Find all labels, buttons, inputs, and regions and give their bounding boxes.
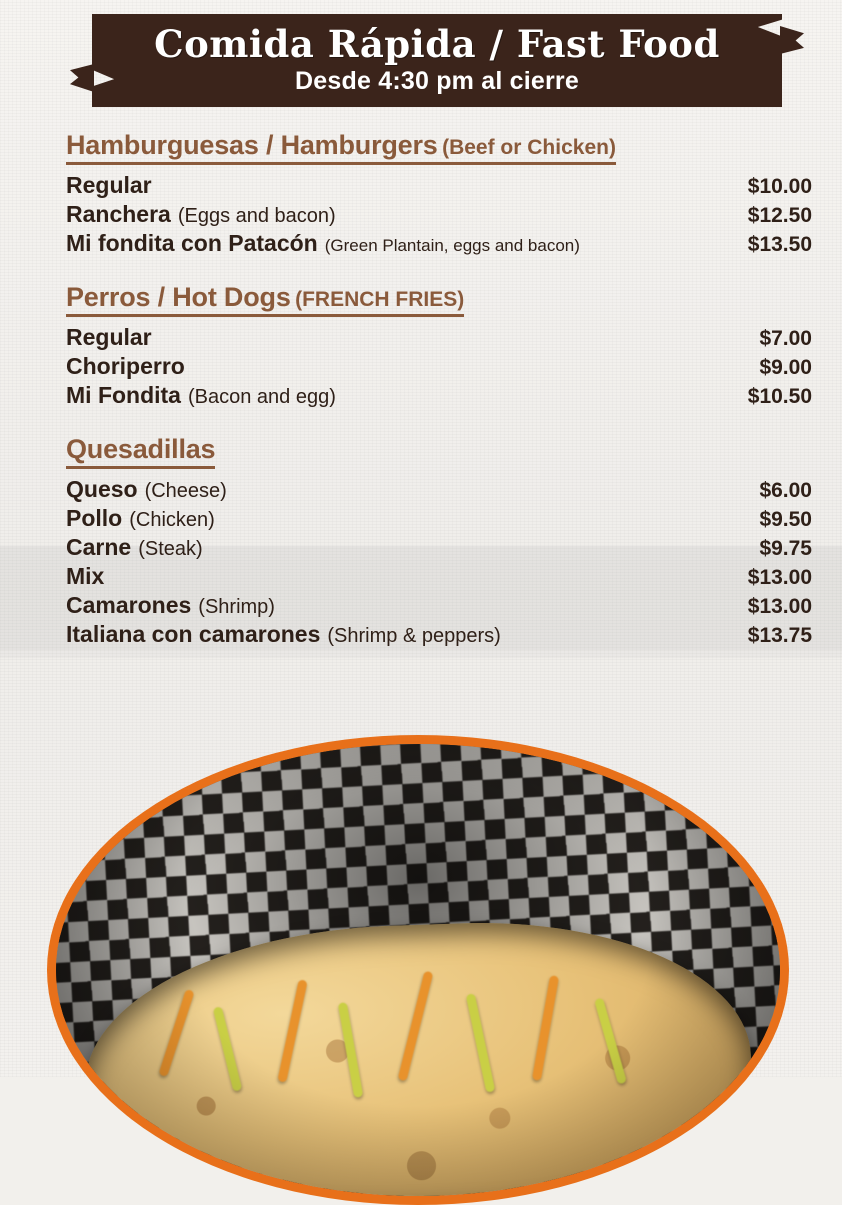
menu-item-price: $9.75 (759, 537, 812, 560)
menu-item-row (66, 533, 812, 562)
menu-item-list (66, 171, 812, 258)
banner-text-group (92, 14, 782, 107)
banner-notch-right (780, 26, 804, 54)
menu-item-price: $13.50 (747, 233, 812, 256)
banner-title: Comida Rápida / Fast Food (154, 21, 720, 66)
menu-item-label-group (66, 172, 734, 199)
menu-item-label-group (66, 534, 745, 561)
menu-item-price: $10.00 (747, 175, 812, 198)
menu-item-name: Camarones (66, 592, 192, 618)
menu-item-name: Carne (66, 534, 132, 560)
menu-section-perros (0, 282, 842, 410)
menu-item-row (66, 620, 812, 649)
menu-header-banner (92, 14, 782, 107)
menu-item-name: Italiana con camarones (66, 621, 321, 647)
menu-item-name: Queso (66, 476, 138, 502)
menu-section-quesadillas (0, 434, 842, 649)
menu-item-price: $7.00 (759, 327, 812, 350)
menu-item-label-group (66, 324, 745, 351)
quesadilla-photo-frame (47, 735, 789, 1205)
menu-item-name: Mi fondita con Patacón (66, 230, 318, 256)
banner-subtitle: Desde 4:30 pm al cierre (295, 67, 579, 96)
menu-item-price: $12.50 (747, 204, 812, 227)
section-heading (66, 282, 464, 317)
menu-item-row (66, 352, 812, 381)
menu-item-label-group (66, 382, 734, 409)
menu-item-price: $9.00 (759, 356, 812, 379)
menu-item-description: (Cheese) (144, 480, 227, 502)
menu-item-description: (Green Plantain, eggs and bacon) (324, 236, 580, 255)
menu-item-row (66, 381, 812, 410)
menu-item-label-group (66, 476, 745, 503)
section-note: (FRENCH FRIES) (295, 288, 465, 311)
menu-item-name: Ranchera (66, 201, 171, 227)
menu-item-row (66, 504, 812, 533)
menu-item-list (66, 323, 812, 410)
menu-item-price: $9.50 (759, 508, 812, 531)
menu-item-description: (Shrimp & peppers) (327, 625, 501, 647)
background-shade-band-secondary (0, 650, 842, 658)
menu-item-row (66, 200, 812, 229)
menu-item-description: (Eggs and bacon) (177, 205, 336, 227)
section-title: Hamburguesas / Hamburgers (66, 130, 438, 160)
section-note: (Beef or Chicken) (442, 136, 616, 159)
menu-item-label-group (66, 353, 745, 380)
menu-item-price: $13.00 (747, 595, 812, 618)
menu-sections (0, 130, 842, 649)
banner-notch-left (70, 64, 94, 92)
section-heading (66, 130, 616, 165)
menu-item-label-group (66, 592, 734, 619)
menu-item-row (66, 229, 812, 258)
menu-item-name: Mi Fondita (66, 382, 181, 408)
menu-item-name: Pollo (66, 505, 123, 531)
section-heading (66, 434, 215, 469)
menu-item-description: (Shrimp) (198, 596, 275, 618)
menu-item-row (66, 591, 812, 620)
menu-item-description: (Steak) (138, 538, 203, 560)
menu-item-row (66, 323, 812, 352)
menu-item-description: (Bacon and egg) (187, 386, 336, 408)
menu-item-list (66, 475, 812, 649)
menu-item-label-group (66, 505, 745, 532)
menu-item-row (66, 171, 812, 200)
menu-item-name: Regular (66, 172, 152, 198)
menu-item-price: $13.00 (747, 566, 812, 589)
menu-item-price: $6.00 (759, 479, 812, 502)
menu-item-label-group (66, 563, 734, 590)
menu-section-hamburguesas (0, 130, 842, 258)
menu-item-row (66, 562, 812, 591)
section-title: Quesadillas (66, 434, 216, 464)
menu-item-description: (Chicken) (129, 509, 215, 531)
menu-item-label-group (66, 230, 734, 257)
menu-item-name: Mix (66, 563, 105, 589)
menu-item-label-group (66, 201, 734, 228)
menu-item-label-group (66, 621, 734, 648)
section-title: Perros / Hot Dogs (66, 282, 291, 312)
menu-item-name: Regular (66, 324, 152, 350)
quesadilla-photo (56, 744, 780, 1196)
menu-item-row (66, 475, 812, 504)
menu-item-name: Choriperro (66, 353, 185, 379)
menu-item-price: $10.50 (747, 385, 812, 408)
menu-item-price: $13.75 (747, 624, 812, 647)
